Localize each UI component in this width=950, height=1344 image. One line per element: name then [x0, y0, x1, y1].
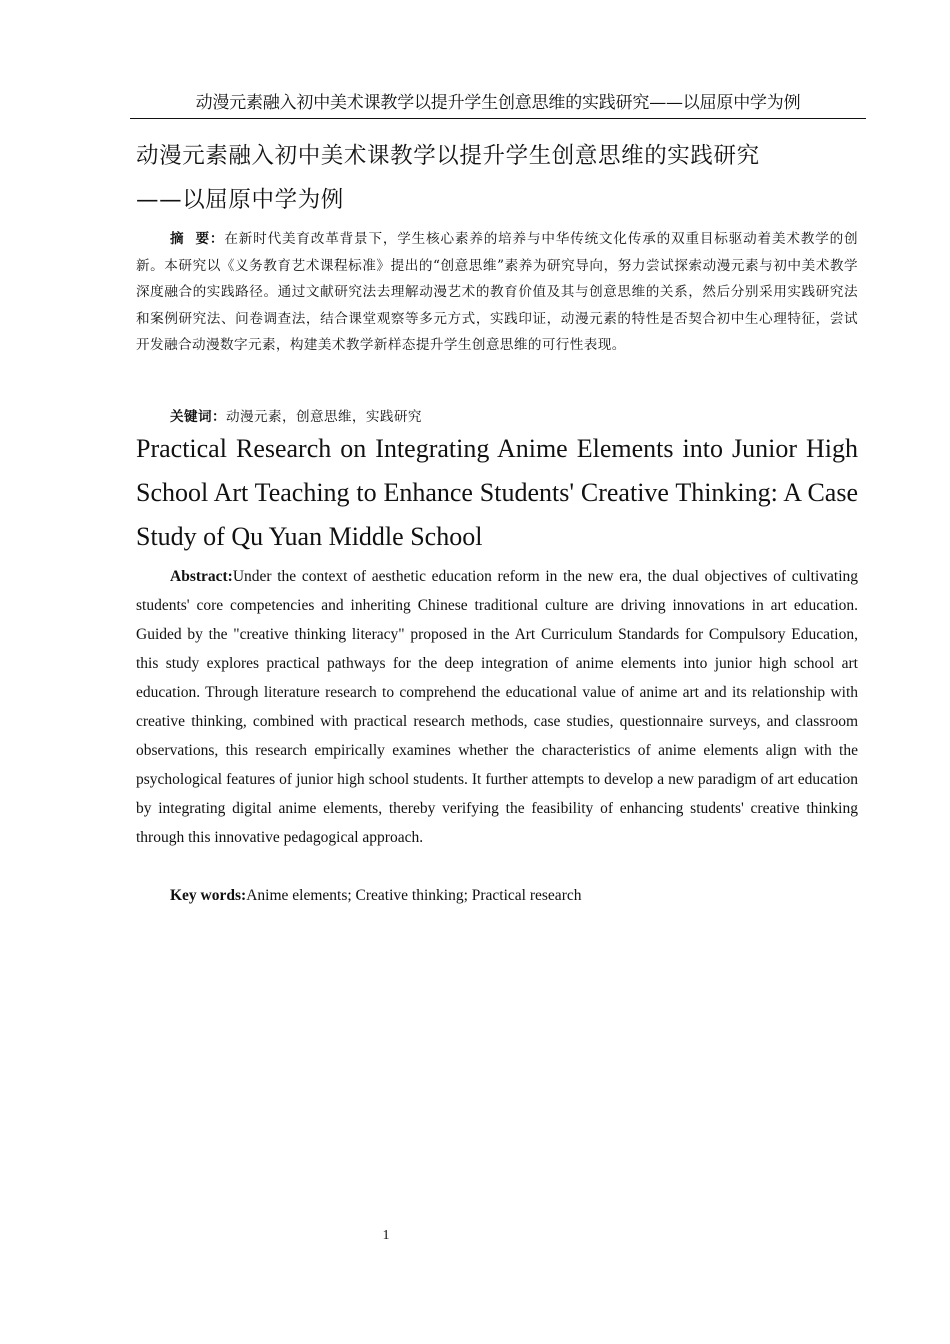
page-number: 1	[382, 1228, 390, 1243]
chinese-title-line-2: ——以屈原中学为例	[136, 187, 344, 213]
chinese-title	[136, 134, 860, 222]
chinese-abstract	[136, 226, 858, 359]
chinese-keywords-text: 动漫元素，创意思维，实践研究	[225, 409, 422, 425]
english-keywords-text: Anime elements; Creative thinking; Practical research	[246, 887, 582, 904]
english-title-line-1: Practical Research on Integrating Anime Elements into Junior High	[136, 434, 858, 463]
english-abstract-label: Abstract:	[170, 568, 233, 585]
english-title-line-2: School Art Teaching to Enhance Students' Creative Thinking: A Case	[136, 478, 858, 507]
chinese-keywords-label: 关键词：	[170, 409, 226, 425]
english-abstract	[136, 562, 858, 852]
running-header: 动漫元素融入初中美术课教学以提升学生创意思维的实践研究——以屈原中学为例	[130, 90, 866, 119]
chinese-abstract-label: 摘 要：	[170, 231, 225, 247]
english-abstract-text: Under the context of aesthetic education reform in the new era, the dual objectives of cultivating students' core competencies and inheriting Chinese traditional culture are driving innovations in art education. Guided by the "creative thinking literacy" proposed in the Art Curriculum Standards for Compulsory Education, this study explores practical pathways for the deep integration of anime elements into junior high school art education. Through literature research to comprehend the educational value of anime art and its relationship with creative thinking, combined with practical research methods, case studies, questionnaire surveys, and classroom observations, this research empirically examines whether the characteristics of anime elements align with the psychological features of junior high school students. It further attempts to develop a new paradigm of art education by integrating digital anime elements, thereby verifying the feasibility of enhancing students' creative thinking through this innovative pedagogical approach.	[136, 568, 858, 846]
english-title	[136, 427, 858, 559]
english-keywords-label: Key words:	[170, 887, 247, 904]
english-keywords	[136, 881, 858, 910]
chinese-abstract-text: 在新时代美育改革背景下，学生核心素养的培养与中华传统文化传承的双重目标驱动着美术教学的创新。本研究以《义务教育艺术课程标准》提出的“创意思维”素养为研究导向，努力尝试探索动漫元素与初中美术教学深度融合的实践路径。通过文献研究法去理解动漫艺术的教育价值及其与创意思维的关系，然后分别采用实践研究法和案例研究法、问卷调查法，结合课堂观察等多元方式，实践印证，动漫元素的特性是否契合初中生心理特征，尝试开发融合动漫数字元素，构建美术教学新样态提升学生创意思维的可行性表现。	[136, 231, 858, 354]
chinese-title-line-1: 动漫元素融入初中美术课教学以提升学生创意思维的实践研究	[136, 143, 760, 169]
english-title-line-3: Study of Qu Yuan Middle School	[136, 522, 483, 551]
